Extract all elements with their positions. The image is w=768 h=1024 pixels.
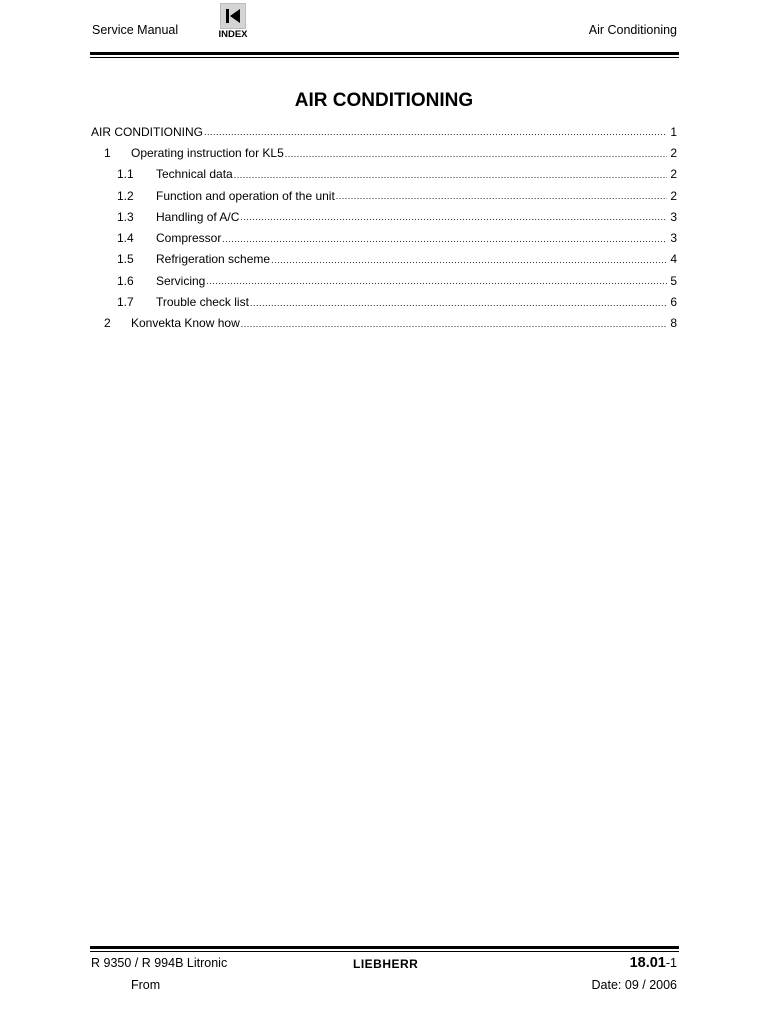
toc-dot-leader	[241, 319, 667, 334]
toc-entry-title: Servicing	[156, 273, 206, 288]
toc-dot-leader	[336, 191, 667, 206]
footer-section-number: 18.01	[629, 955, 666, 971]
toc-dot-leader	[240, 212, 667, 227]
toc-entry-title: Trouble check list	[156, 295, 249, 310]
toc-entry[interactable]	[91, 142, 677, 163]
toc-entry-number: 1	[104, 145, 111, 160]
toc-entry-page: 3	[670, 209, 677, 224]
toc-entry-number: 1.6	[117, 273, 134, 288]
toc-entry-title: AIR CONDITIONING	[91, 124, 204, 139]
toc-dot-leader	[285, 149, 667, 164]
toc-entry-number: 2	[104, 316, 111, 331]
toc-entry[interactable]	[91, 227, 677, 248]
toc-entry-number: 1.4	[117, 231, 134, 246]
header-manual-title: Service Manual	[92, 23, 179, 37]
header-section-title: Air Conditioning	[588, 23, 677, 37]
toc-entry-number: 1.2	[117, 188, 134, 203]
toc-entry[interactable]	[91, 313, 677, 334]
toc-entry-page: 2	[670, 188, 677, 203]
toc-entry-title: Technical data	[156, 167, 233, 182]
footer-page-suffix: -1	[665, 956, 677, 970]
toc-entry-page: 1	[670, 124, 677, 139]
toc-entry-number: 1.3	[117, 209, 134, 224]
toc-entry-title: Konvekta Know how	[131, 316, 240, 331]
footer-rule-thick	[90, 946, 679, 949]
toc-entry[interactable]	[91, 185, 677, 206]
toc-entry[interactable]	[91, 121, 677, 142]
toc-entry-page: 4	[670, 252, 677, 267]
toc-entry-page: 2	[670, 145, 677, 160]
skip-back-icon	[220, 3, 246, 29]
toc-entry-title: Operating instruction for KL5	[131, 145, 284, 160]
toc-dot-leader	[234, 170, 667, 185]
toc-entry[interactable]	[91, 249, 677, 270]
footer-model: R 9350 / R 994B Litronic	[91, 956, 228, 970]
index-button[interactable]	[214, 3, 252, 41]
toc-entry-page: 2	[670, 167, 677, 182]
toc-entry-title: Function and operation of the unit	[156, 188, 335, 203]
toc-entry-title: Compressor	[156, 231, 222, 246]
page-title: AIR CONDITIONING	[294, 90, 474, 111]
footer-page-number	[630, 954, 677, 972]
index-label: INDEX	[218, 29, 248, 40]
toc-entry-page: 6	[670, 295, 677, 310]
toc-entry-page: 8	[670, 316, 677, 331]
header-rule-thick	[90, 52, 679, 55]
footer-rule-thin	[90, 951, 679, 952]
footer-brand-logo: LIEBHERR	[353, 957, 419, 971]
toc-dot-leader	[206, 276, 667, 291]
toc-entry[interactable]	[91, 270, 677, 291]
footer-from: From	[131, 978, 161, 992]
toc-entry-title: Refrigeration scheme	[156, 252, 271, 267]
toc-entry[interactable]	[91, 164, 677, 185]
toc-entry-title: Handling of A/C	[156, 209, 240, 224]
toc-dot-leader	[222, 234, 667, 249]
header-rule-thin	[90, 57, 679, 58]
toc-dot-leader	[250, 298, 667, 313]
toc-entry-number: 1.5	[117, 252, 134, 267]
toc-entry-number: 1.1	[117, 167, 134, 182]
table-of-contents	[91, 121, 677, 334]
toc-entry-page: 5	[670, 273, 677, 288]
toc-dot-leader	[271, 255, 667, 270]
footer-date: Date: 09 / 2006	[591, 978, 677, 992]
toc-entry[interactable]	[91, 291, 677, 312]
toc-entry-page: 3	[670, 231, 677, 246]
toc-entry[interactable]	[91, 206, 677, 227]
toc-entry-number: 1.7	[117, 295, 134, 310]
toc-dot-leader	[204, 127, 667, 142]
